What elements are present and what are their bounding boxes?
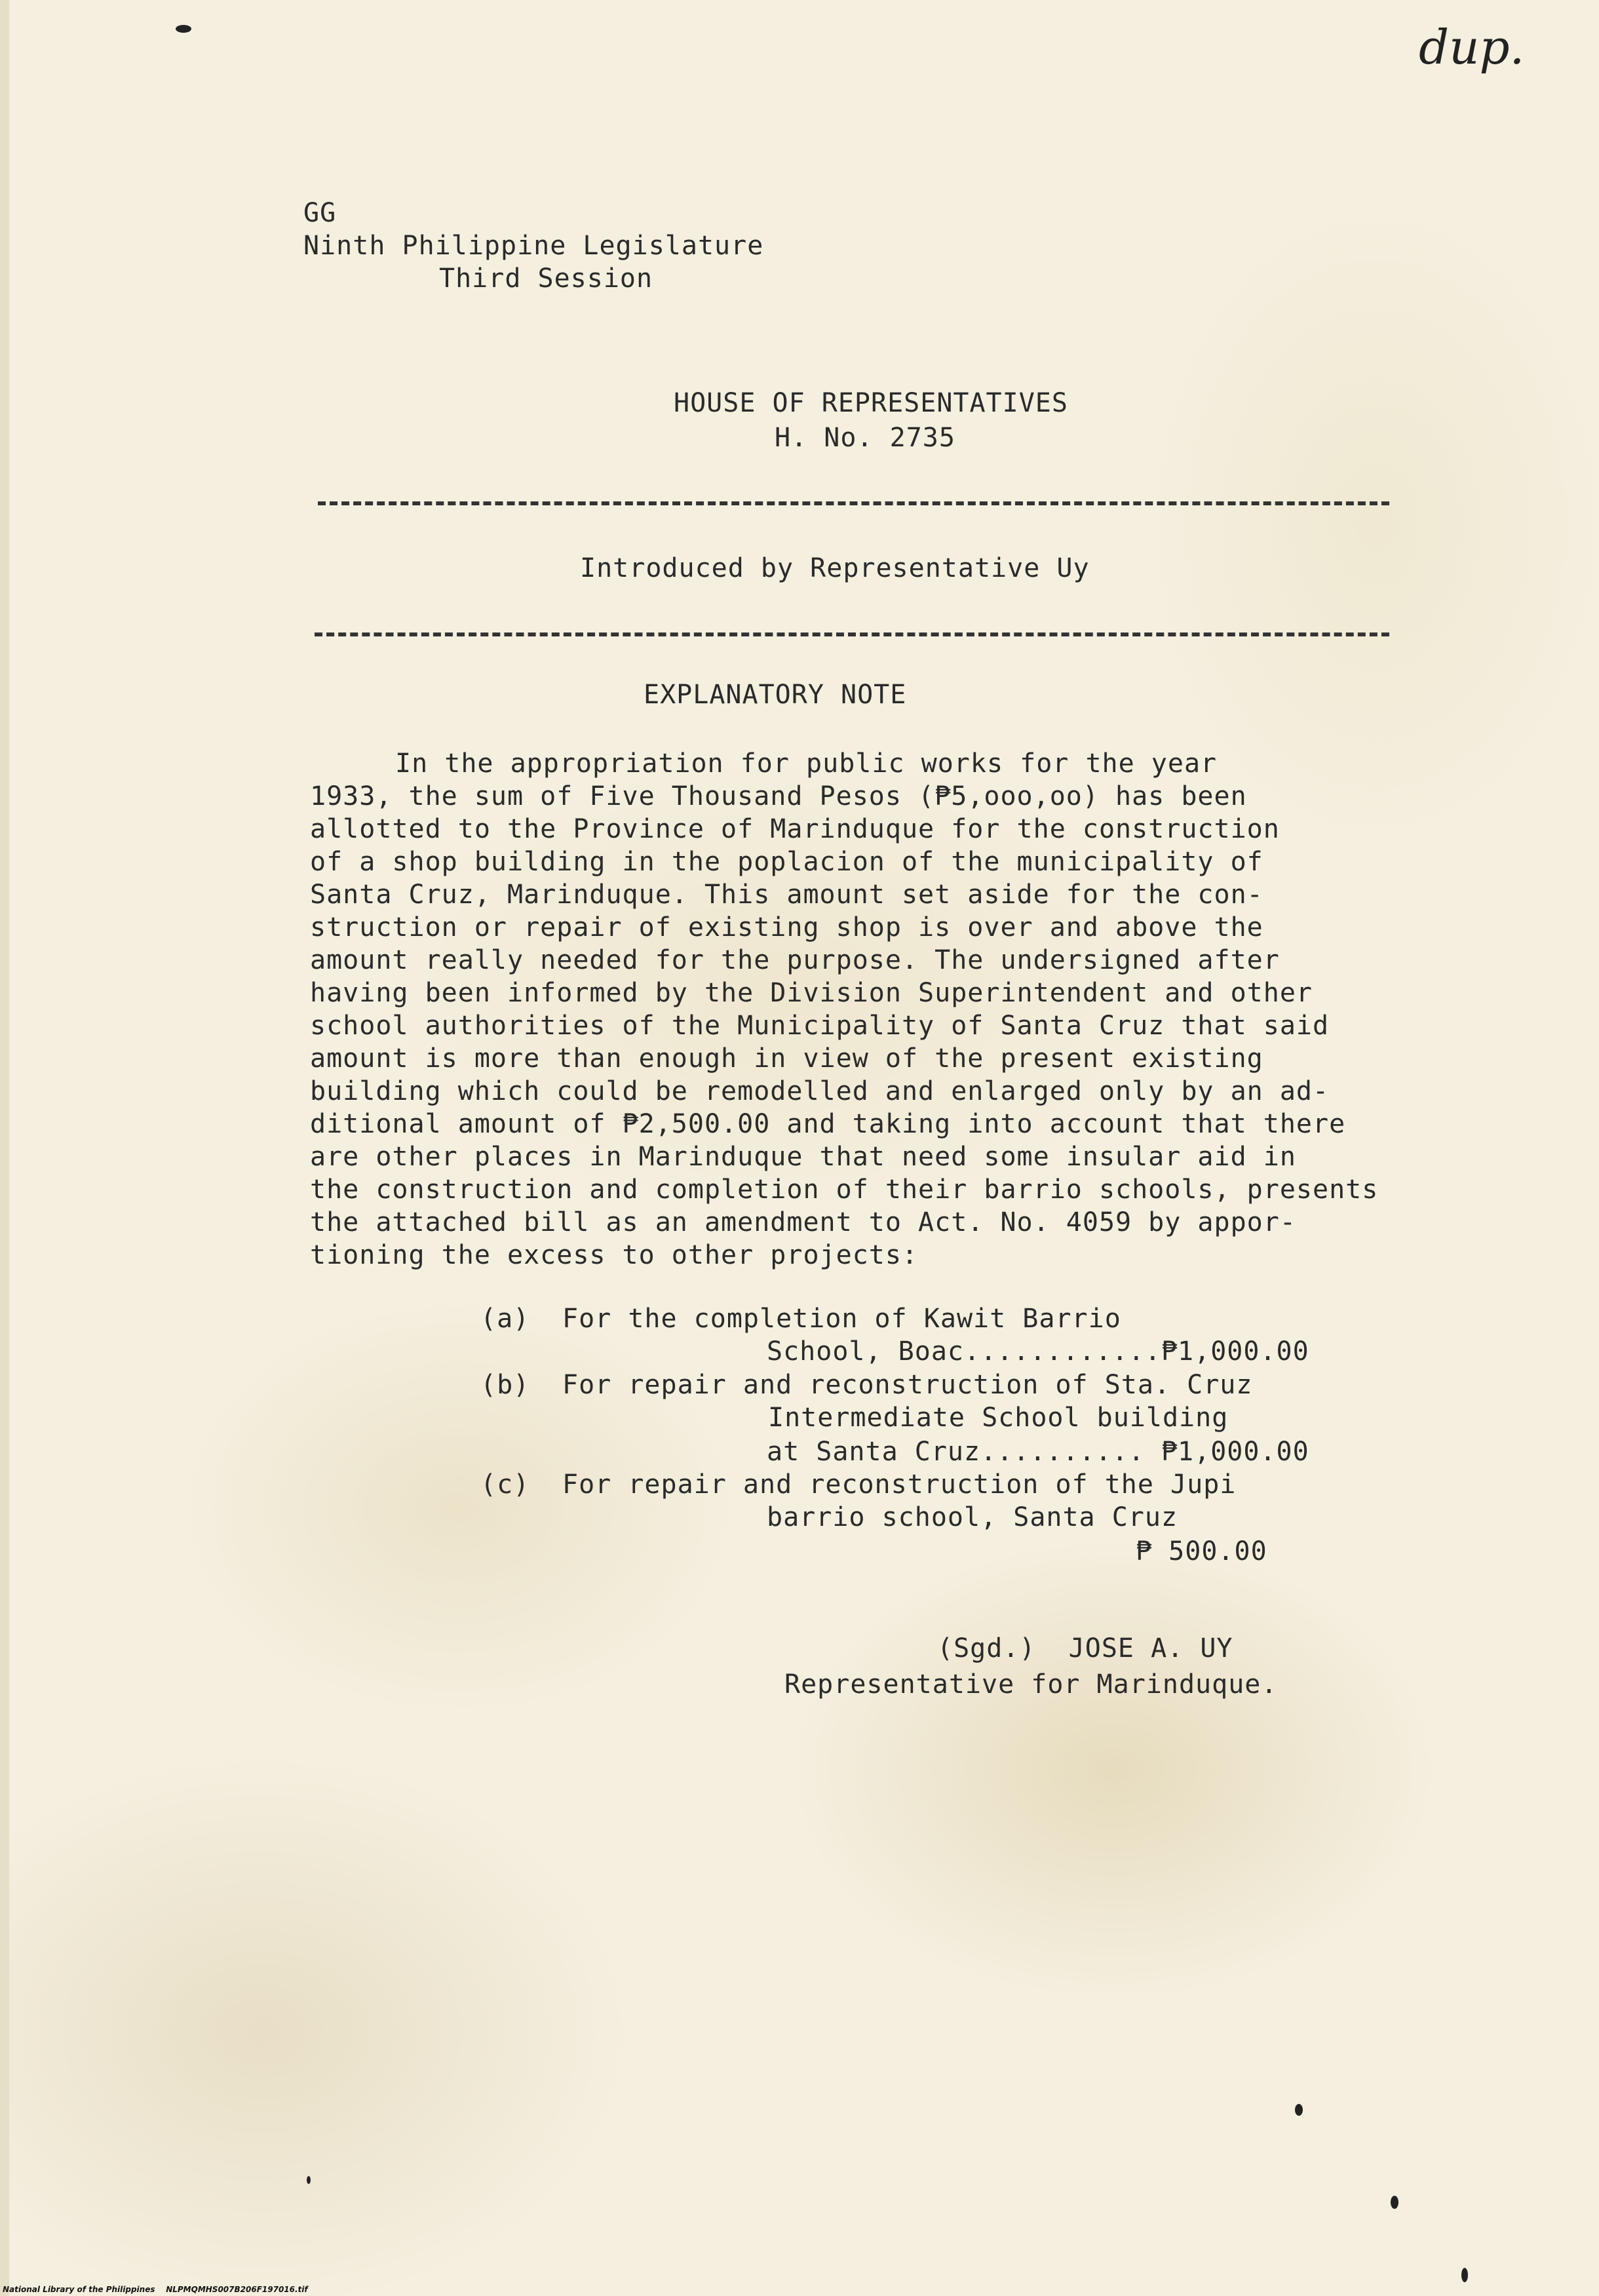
item-label-a: (a) [480,1304,530,1334]
header-initials: GG [303,198,337,228]
body-line: building which could be remodelled and enlarged only by an ad- [310,1076,1330,1106]
item-b-line: Intermediate School building [768,1403,1229,1433]
ink-speck [1295,2104,1303,2116]
item-b-line: For repair and reconstruction of Sta. Cruz [562,1370,1253,1400]
bill-number: H. No. 2735 [775,423,955,453]
signature-name: (Sgd.) JOSE A. UY [937,1633,1233,1664]
header-session: Third Session [439,263,653,294]
dashed-divider-top [318,501,1389,505]
header-legislature: Ninth Philippine Legislature [303,231,764,261]
body-line: having been informed by the Division Superintendent and other [310,978,1313,1008]
body-line: the attached bill as an amendment to Act. No. 4059 by appor- [310,1207,1296,1237]
body-line: ditional amount of ₱2,500.00 and taking into account that there [310,1109,1346,1139]
introduced-by: Introduced by Representative Uy [580,553,1090,583]
handwritten-annotation: dup. [1419,20,1525,75]
item-a-line: For the completion of Kawit Barrio [562,1304,1121,1334]
ink-speck [307,2176,311,2184]
signature-title: Representative for Marinduque. [784,1669,1278,1700]
item-b-line: at Santa Cruz.......... ₱1,000.00 [767,1437,1309,1467]
item-c-line: For repair and reconstruction of the Jupi [562,1469,1237,1500]
body-line: amount is more than enough in view of the present existing [310,1043,1263,1074]
body-line: the construction and completion of their barrio schools, presents [310,1175,1379,1205]
body-line: allotted to the Province of Marinduque for the construction [310,814,1280,844]
body-line: are other places in Marinduque that need some insular aid in [310,1142,1296,1172]
body-line: 1933, the sum of Five Thousand Pesos (₱5,ooo,oo) has been [310,781,1247,811]
ink-speck [176,25,191,33]
archive-footer: National Library of the Philippines NLPMQMHS007B206F197016.tif [3,2285,308,2294]
body-line: of a shop building in the poplacion of the municipality of [310,847,1263,877]
body-line: In the appropriation for public works for the year [395,749,1218,779]
house-title: HOUSE OF REPRESENTATIVES [674,388,1068,418]
body-line: school authorities of the Municipality of Santa Cruz that said [310,1011,1330,1041]
ink-speck [1461,2268,1468,2282]
body-line: amount really needed for the purpose. The undersigned after [310,945,1280,975]
item-a-line: School, Boac............₱1,000.00 [767,1336,1309,1367]
ink-speck [1391,2196,1398,2209]
item-c-line: barrio school, Santa Cruz [767,1502,1178,1532]
explanatory-note-heading: EXPLANATORY NOTE [644,680,907,710]
body-line: Santa Cruz, Marinduque. This amount set aside for the con- [310,880,1263,910]
page-edge [0,0,9,2296]
body-line: struction or repair of existing shop is over and above the [310,912,1263,943]
item-label-b: (b) [480,1370,530,1400]
dashed-divider-bottom [315,632,1389,636]
item-label-c: (c) [480,1469,530,1500]
body-line: tioning the excess to other projects: [310,1240,919,1270]
item-c-amount: ₱ 500.00 [1136,1536,1267,1566]
